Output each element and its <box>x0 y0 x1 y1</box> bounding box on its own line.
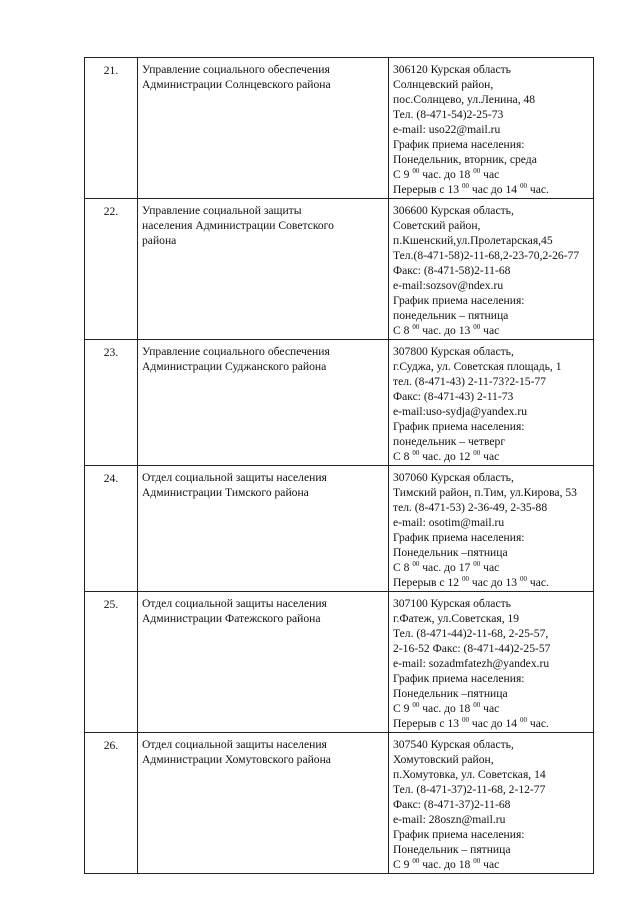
time-text: час. до 18 <box>419 858 474 871</box>
schedule-time-line <box>393 716 591 731</box>
time-minutes: 00 <box>473 167 481 175</box>
organization-name-line: Управление социальной защиты <box>142 204 302 217</box>
contact-line: Тел.(8-471-58)2-11-68,2-23-70,2-26-77 <box>393 249 580 262</box>
contact-line: Солнцевский район, <box>393 78 494 91</box>
contact-line: Факс: (8-471-43) 2-11-73 <box>393 390 514 403</box>
contact-line: График приема населения: <box>393 828 525 841</box>
organization-name-line: Управление социального обеспечения <box>142 63 330 76</box>
organization-name-line: Администрации Солнцевского района <box>142 78 331 91</box>
time-minutes: 00 <box>461 716 469 724</box>
schedule-time-line <box>393 560 591 575</box>
contact-line: 2-16-52 Факс: (8-471-44)2-25-57 <box>393 642 551 655</box>
time-minutes: 00 <box>412 167 420 175</box>
organization-name-line: района <box>142 234 177 247</box>
contact-line: Тимский район, п.Тим, ул.Кирова, 53 <box>393 486 577 499</box>
time-minutes: 00 <box>473 560 481 568</box>
time-text: час. до 18 <box>419 702 474 715</box>
time-minutes: 00 <box>473 449 481 457</box>
email-line: e-mail:sozsov@ndex.ru <box>393 279 504 292</box>
time-minutes: 00 <box>519 716 527 724</box>
contact-line: График приема населения: <box>393 672 525 685</box>
organization-name <box>138 592 389 733</box>
table-row <box>85 466 594 592</box>
contact-info <box>389 58 594 199</box>
time-minutes: 00 <box>412 449 420 457</box>
time-text: Перерыв с 12 <box>393 576 462 589</box>
organization-name <box>138 733 389 874</box>
organization-name <box>138 199 389 340</box>
time-minutes: 00 <box>412 857 420 865</box>
time-text: час <box>480 858 500 871</box>
contact-line: Хомутовский район, <box>393 753 494 766</box>
time-text: час <box>480 324 500 337</box>
time-text: час. <box>526 717 549 730</box>
time-text: Перерыв с 13 <box>393 183 462 196</box>
contact-line: График приема населения: <box>393 420 525 433</box>
contact-line: пос.Солнцево, ул.Ленина, 48 <box>393 93 536 106</box>
schedule-time-line <box>393 323 591 338</box>
contact-line: тел. (8-471-43) 2-11-73?2-15-77 <box>393 375 547 388</box>
time-text: час <box>480 450 500 463</box>
contact-info <box>389 199 594 340</box>
email-line: e-mail: sozadmfatezh@yandex.ru <box>393 657 550 670</box>
time-minutes: 00 <box>412 560 420 568</box>
time-text: час. до 17 <box>419 561 474 574</box>
email-line: e-mail: 28oszn@mail.ru <box>393 813 506 826</box>
organization-name-line: Отдел социальной защиты населения <box>142 471 327 484</box>
table-row <box>85 733 594 874</box>
email-line: e-mail: uso22@mail.ru <box>393 123 501 136</box>
contact-line: График приема населения: <box>393 531 525 544</box>
time-minutes: 00 <box>519 575 527 583</box>
organization-name-line: Администрации Фатежского района <box>142 612 321 625</box>
time-minutes: 00 <box>473 857 481 865</box>
contact-line: Понедельник – пятница <box>393 843 511 856</box>
contact-line: 307060 Курская область, <box>393 471 514 484</box>
contact-line: Тел. (8-471-54)2-25-73 <box>393 108 504 121</box>
row-number: 25. <box>85 592 138 733</box>
row-number: 24. <box>85 466 138 592</box>
email-line: e-mail: osotim@mail.ru <box>393 516 505 529</box>
time-text: Перерыв с 13 <box>393 717 462 730</box>
time-text: С 8 <box>393 561 413 574</box>
contact-info <box>389 466 594 592</box>
contact-line: понедельник – четверг <box>393 435 506 448</box>
contact-line: Понедельник –пятница <box>393 546 508 559</box>
time-text: час до 13 <box>468 576 520 589</box>
organization-name-line: Администрации Хомутовского района <box>142 753 331 766</box>
table-row <box>85 340 594 466</box>
organization-name-line: Администрации Тимского района <box>142 486 309 499</box>
time-text: С 9 <box>393 702 413 715</box>
organization-name-line: Управление социального обеспечения <box>142 345 330 358</box>
contact-line: График приема населения: <box>393 138 525 151</box>
time-text: час до 14 <box>468 717 520 730</box>
contact-line: Тел. (8-471-44)2-11-68, 2-25-57, <box>393 627 549 640</box>
row-number: 23. <box>85 340 138 466</box>
email-line: e-mail:uso-sydja@yandex.ru <box>393 405 527 418</box>
contact-line: Понедельник –пятница <box>393 687 508 700</box>
table-row <box>85 58 594 199</box>
contact-line: Советский район, <box>393 219 481 232</box>
contact-line: Факс: (8-471-37)2-11-68 <box>393 798 511 811</box>
time-text: час. до 18 <box>419 168 474 181</box>
time-text: час до 14 <box>468 183 520 196</box>
time-minutes: 00 <box>461 575 469 583</box>
contact-line: г.Фатеж, ул.Советская, 19 <box>393 612 520 625</box>
time-text: час. <box>526 576 549 589</box>
contact-line: График приема населения: <box>393 294 525 307</box>
time-text: С 9 <box>393 858 413 871</box>
schedule-time-line <box>393 701 591 716</box>
time-text: час <box>480 561 500 574</box>
social-services-table <box>84 57 594 874</box>
contact-line: 306120 Курская область <box>393 63 511 76</box>
schedule-time-line <box>393 575 591 590</box>
organization-name-line: населения Администрации Советского <box>142 219 334 232</box>
organization-name-line: Отдел социальной защиты населения <box>142 597 327 610</box>
time-minutes: 00 <box>519 182 527 190</box>
contact-line: Факс: (8-471-58)2-11-68 <box>393 264 511 277</box>
time-text: час <box>480 702 500 715</box>
contact-info <box>389 340 594 466</box>
time-text: С 8 <box>393 324 413 337</box>
schedule-time-line <box>393 167 591 182</box>
table-row <box>85 592 594 733</box>
contact-line: тел. (8-471-53) 2-36-49, 2-35-88 <box>393 501 548 514</box>
contact-line: 307540 Курская область, <box>393 738 514 751</box>
organization-name-line: Администрации Суджанского района <box>142 360 327 373</box>
row-number: 22. <box>85 199 138 340</box>
schedule-time-line <box>393 449 591 464</box>
time-text: час <box>480 168 500 181</box>
schedule-time-line <box>393 182 591 197</box>
table-row <box>85 199 594 340</box>
time-text: С 9 <box>393 168 413 181</box>
contact-line: Тел. (8-471-37)2-11-68, 2-12-77 <box>393 783 546 796</box>
table-body <box>85 58 594 874</box>
contact-info <box>389 733 594 874</box>
contact-line: г.Суджа, ул. Советская площадь, 1 <box>393 360 562 373</box>
time-minutes: 00 <box>412 323 420 331</box>
contact-line: 307800 Курская область, <box>393 345 514 358</box>
row-number: 26. <box>85 733 138 874</box>
organization-name <box>138 466 389 592</box>
contact-line: Понедельник, вторник, среда <box>393 153 537 166</box>
organization-name-line: Отдел социальной защиты населения <box>142 738 327 751</box>
time-minutes: 00 <box>412 701 420 709</box>
time-minutes: 00 <box>473 701 481 709</box>
organization-name <box>138 58 389 199</box>
contact-line: 306600 Курская область, <box>393 204 514 217</box>
time-text: час. до 13 <box>419 324 474 337</box>
time-minutes: 00 <box>461 182 469 190</box>
organization-name <box>138 340 389 466</box>
time-text: час. <box>526 183 549 196</box>
row-number: 21. <box>85 58 138 199</box>
time-minutes: 00 <box>473 323 481 331</box>
contact-line: 307100 Курская область <box>393 597 511 610</box>
schedule-time-line <box>393 857 591 872</box>
contact-line: понедельник – пятница <box>393 309 509 322</box>
contact-info <box>389 592 594 733</box>
time-text: час. до 12 <box>419 450 474 463</box>
contact-line: п.Хомутовка, ул. Советская, 14 <box>393 768 546 781</box>
contact-line: п.Кшенский,ул.Пролетарская,45 <box>393 234 553 247</box>
time-text: С 8 <box>393 450 413 463</box>
